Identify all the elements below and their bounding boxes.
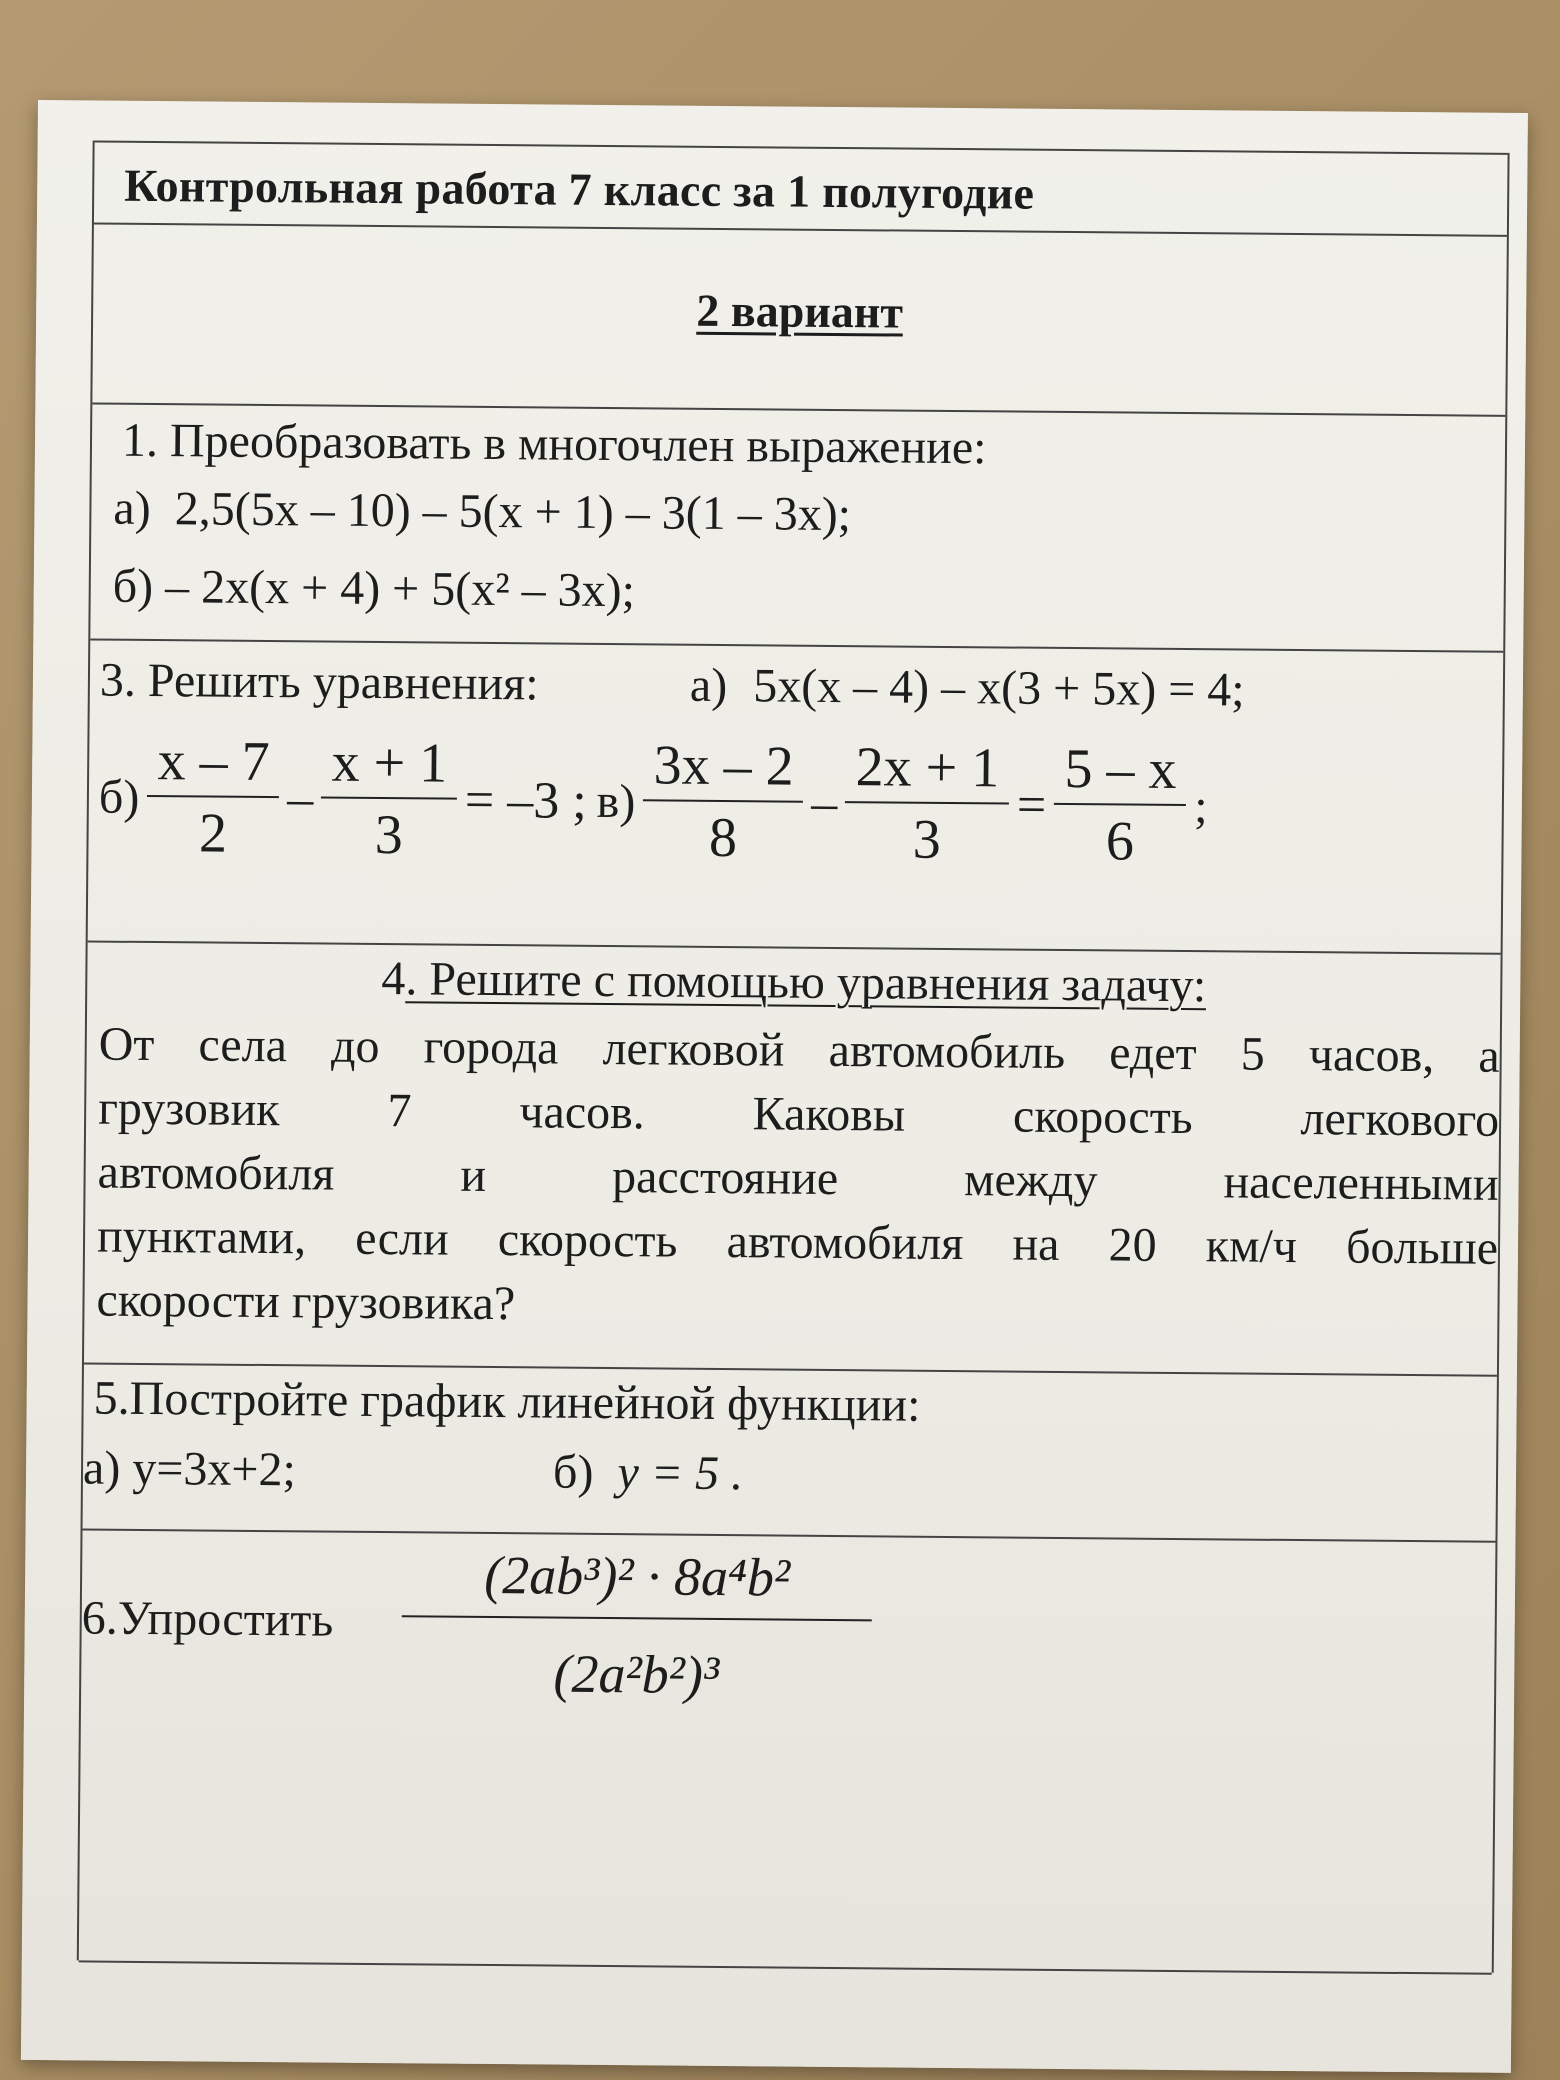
task4-line: скорости грузовика?: [96, 1273, 516, 1331]
task3-bv-row: б) $\frac{x - 7}{2}$ – $\frac{x + 1}{3}$ = –3 ; в) $\frac{3x - 2}{8}$ – $\frac{2x + 1}{3}$ = $\frac{5 - x}{6}$ ;: [98, 730, 1208, 873]
task5-prompt: 5.Постройте график линейной функции:: [93, 1371, 921, 1432]
task4-line: пунктами, если скорость автомобиля на 20 км/ч больше: [96, 1209, 1499, 1275]
task3-b-label: б): [98, 770, 140, 824]
task1-a-label: а): [113, 481, 151, 535]
test-sheet: [21, 100, 1528, 2073]
page-title: Контрольная работа 7 класс за 1 полугодие: [124, 159, 1035, 219]
table-rule: [95, 140, 1508, 154]
task4-heading: 4. Решите с помощью уравнения задачу:: [381, 952, 1207, 1013]
task5-b-label: б): [552, 1445, 594, 1499]
table-rule: [83, 1528, 1496, 1542]
task1-prompt: 1. Преобразовать в многочлен выражение:: [121, 413, 987, 475]
table-rule: [94, 222, 1507, 236]
task1-a: [113, 481, 851, 542]
table-rule: [90, 638, 1503, 652]
table-frame: [77, 140, 1510, 1972]
task5-b: [553, 1445, 744, 1502]
task6-prompt: 6.Упростить: [81, 1591, 334, 1647]
task3-prompt: 3. Решить уравнения:: [99, 653, 539, 711]
variant-heading: 2 вариант: [696, 284, 904, 338]
task3-b-fraction-2: $\frac{x + 1}{3}$: [321, 731, 458, 868]
task5-b-expression: y = 5 .: [617, 1446, 744, 1501]
task3-a: [690, 658, 1245, 718]
task6-fraction: [401, 1543, 872, 1707]
task6-denominator: (2a²b²)³: [553, 1643, 720, 1706]
task3-a-label: а): [689, 658, 728, 713]
task4-section: [84, 940, 1501, 1372]
task3-v-fraction-3: $\frac{5 - x}{6}$: [1054, 737, 1187, 874]
task1-a-expression: 2,5(5x – 10) – 5(x + 1) – 3(1 – 3x);: [174, 482, 852, 542]
task1-b: [113, 559, 636, 619]
task3-v-end: ;: [1194, 779, 1208, 833]
task6-numerator: (2ab³)² · 8a⁴b²: [483, 1544, 791, 1608]
task1-b-label: б): [112, 559, 154, 614]
task4-line: грузовик 7 часов. Каковы скорость легкового: [97, 1081, 1500, 1147]
task3-b-rhs: = –3 ;: [464, 771, 587, 830]
task3-v-label: в): [596, 774, 636, 828]
task3-v-fraction-1: $\frac{3x - 2}{8}$: [643, 733, 804, 870]
task4-line: автомобиля и расстояние между населенными: [97, 1145, 1499, 1211]
task3-a-expression: 5x(x – 4) – x(3 + 5x) = 4;: [752, 659, 1245, 717]
task4-line: От села до города легковой автомобиль едет 5 часов, а: [98, 1017, 1500, 1083]
task3-v-fraction-2: $\frac{2x + 1}{3}$: [845, 735, 1010, 872]
table-rule: [79, 1960, 1492, 1974]
task3-b-fraction-1: $\frac{x - 7}{2}$: [147, 729, 280, 866]
task4-problem-text: [96, 1013, 1500, 1345]
task1-b-expression: – 2x(x + 4) + 5(x² – 3x);: [164, 560, 636, 618]
task5-a: а) y=3x+2;: [82, 1441, 297, 1497]
